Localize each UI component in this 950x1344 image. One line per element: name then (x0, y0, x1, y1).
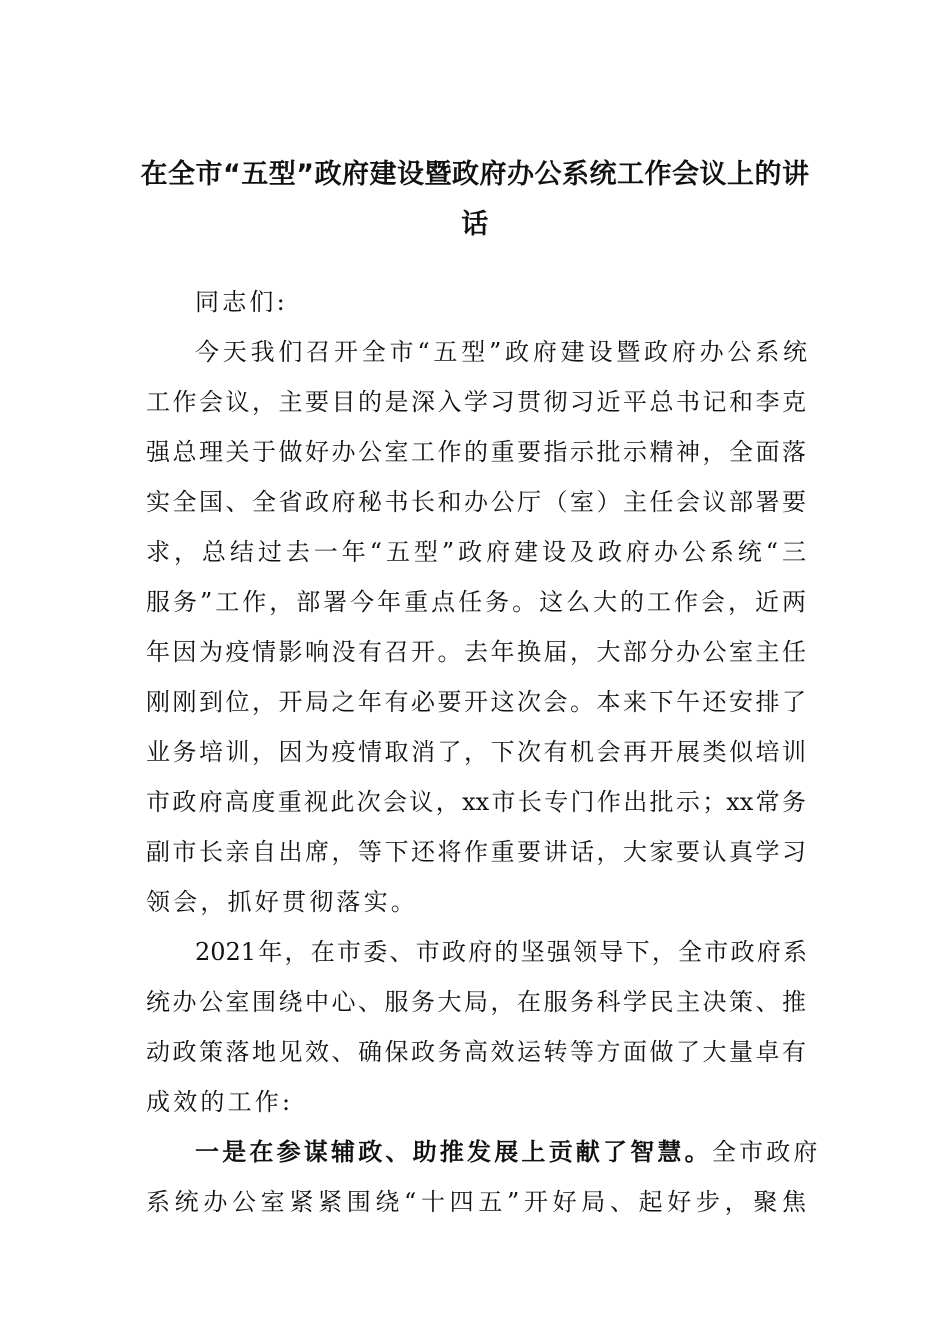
paragraph1-line: 今天我们召开全市“五型”政府建设暨政府办公系统 (195, 338, 807, 366)
paragraph1-line: 工作会议，主要目的是深入学习贯彻习近平总书记和李克 (146, 388, 806, 416)
paragraph1-line: 求，总结过去一年“五型”政府建设及政府办公系统“三 (146, 538, 806, 566)
paragraph1-line: 实全国、全省政府秘书长和办公厅（室）主任会议部署要 (146, 488, 806, 516)
greeting: 同志们: (195, 288, 288, 316)
paragraph1-line: 业务培训，因为疫情取消了，下次有机会再开展类似培训 (146, 738, 806, 766)
paragraph1-line: 服务”工作，部署今年重点任务。这么大的工作会，近两 (146, 588, 806, 616)
paragraph1-line: 市政府高度重视此次会议，xx市长专门作出批示；xx常务 (146, 788, 806, 816)
paragraph3-bold-lead: 一是在参谋辅政、助推发展上贡献了智慧。 (195, 1138, 712, 1166)
paragraph1-line: 副市长亲自出席，等下还将作重要讲话，大家要认真学习 (146, 838, 806, 866)
document-title (120, 150, 830, 250)
paragraph2-line: 成效的工作: (146, 1088, 294, 1116)
paragraph3-line1-rest: 全市政府 (711, 1138, 821, 1166)
paragraph1-line: 强总理关于做好办公室工作的重要指示批示精神，全面落 (146, 438, 806, 466)
paragraph3-line: 系统办公室紧紧围绕“十四五”开好局、起好步，聚焦 (146, 1188, 806, 1216)
title-line-2: 话 (461, 209, 489, 240)
paragraph2-line: 2021年，在市委、市政府的坚强领导下，全市政府系 (195, 938, 807, 966)
paragraph1-line: 领会，抓好贯彻落实。 (146, 888, 418, 916)
paragraph2-line: 统办公室围绕中心、服务大局，在服务科学民主决策、推 (146, 988, 806, 1016)
paragraph3-line (195, 1137, 821, 1167)
paragraph1-line: 年因为疫情影响没有召开。去年换届，大部分办公室主任 (146, 638, 806, 666)
paragraph1-line: 刚刚到位，开局之年有必要开这次会。本来下午还安排了 (146, 688, 806, 716)
paragraph2-line: 动政策落地见效、确保政务高效运转等方面做了大量卓有 (146, 1038, 806, 1066)
title-line-1: 在全市“五型”政府建设暨政府办公系统工作会议上的讲 (140, 159, 810, 190)
